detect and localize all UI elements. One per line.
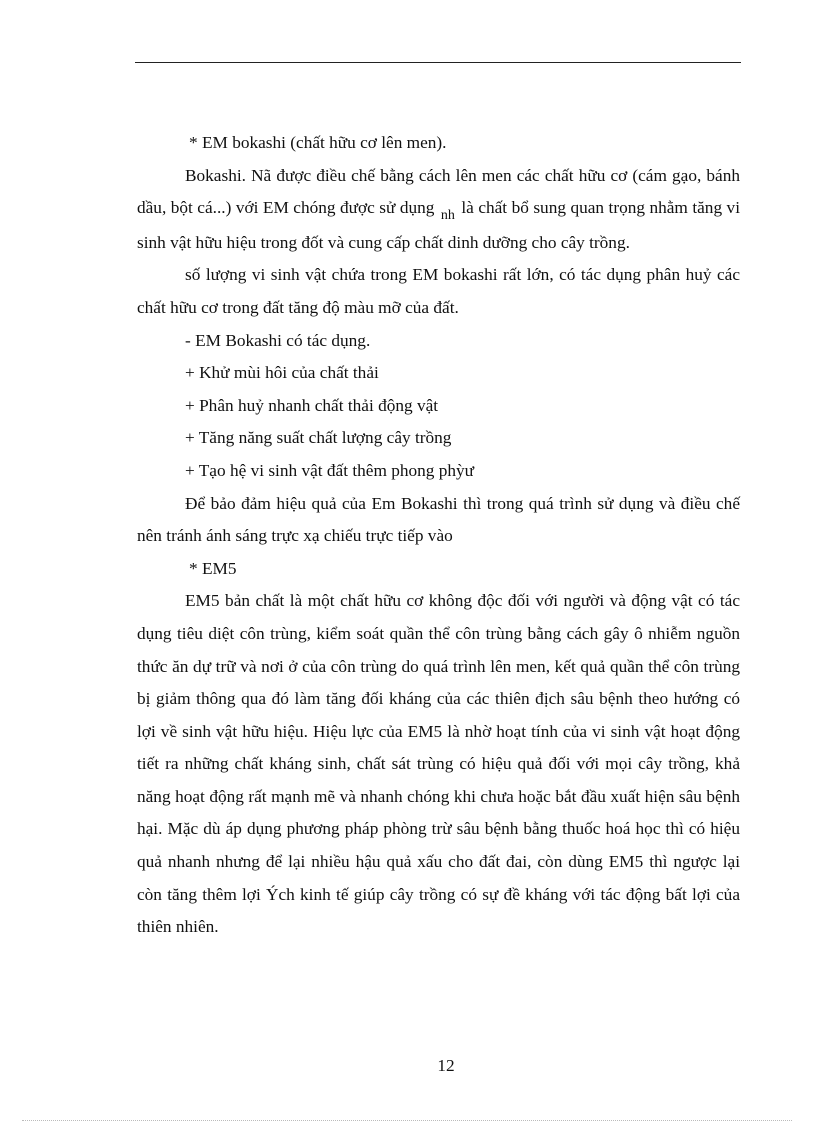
list-item: + Phân huỷ nhanh chất thải động vật (185, 395, 439, 415)
heading-em-bokashi: * EM bokashi (chất hữu cơ lên men). (189, 133, 447, 152)
paragraph-bokashi-usage: Để bảo đảm hiệu quả của Em Bokashi thì trong quá trình sử dụng và điều chế nên tránh ánh sáng trực xạ chiếu trực tiếp vào (137, 493, 740, 546)
list-item: + Tạo hệ vi sinh vật đất thêm phong phỳư (185, 460, 475, 480)
footer-dotted-rule (22, 1120, 792, 1121)
header-rule (135, 62, 741, 63)
paragraph-bokashi-intro-part2: là chất bổ sung quan trọng nhằm tăng vi sinh vật hữu hiệu trong đốt và cung cấp chất dinh dưỡng cho cây trồng. (137, 198, 741, 252)
list-item: + Khử mùi hôi của chất thải (185, 363, 379, 383)
stray-subscript-text: nh (440, 208, 455, 224)
paragraph-bokashi-intro (137, 160, 740, 260)
paragraph-em5: EM5 bản chất là một chất hữu cơ không độc đối với người và động vật có tác dụng tiêu diệt côn trùng, kiểm soát quần thể côn trùng bằng cách gây ô nhiễm nguồn thức ăn dự trữ và nơi ở của côn trùng do quá trình lên men, kết quả quần thể côn trùng bị giảm thông qua đó làm tăng đối kháng của các thiên địch sâu bệnh theo hướng có lợi về sinh vật hữu hiệu. Hiệu lực của EM5 là nhờ hoạt tính của vi sinh vật hoạt động tiết ra những chất kháng sinh, chất sát trùng có hiệu quả đối với mọi cây trồng, khả năng hoạt động rất mạnh mẽ và nhanh chóng khi chưa hoặc bắt đầu xuất hiện sâu bệnh hại. Mặc dù áp dụng phương pháp phòng trừ sâu bệnh bằng thuốc hoá học thì có hiệu quả nhanh nhưng để lại nhiều hậu quả xấu cho đất đai, còn dùng EM5 thì ngược lại còn tăng thêm lợi Ých kinh tế giúp cây trồng có sự đề kháng với tác động bất lợi của thiên nhiên. (137, 591, 740, 937)
document-body (137, 127, 740, 944)
heading-em5: * EM5 (189, 558, 237, 578)
subheading-bokashi-effects: - EM Bokashi có tác dụng. (185, 330, 371, 350)
list-item: + Tăng năng suất chất lượng cây trồng (185, 428, 452, 448)
paragraph-microbe-count: số lượng vi sinh vật chứa trong EM bokashi rất lớn, có tác dụng phân huỷ các chất hữu cơ trong đất tăng độ màu mỡ của đất. (137, 265, 740, 317)
page-number: 12 (437, 1056, 455, 1075)
paragraph-bokashi-intro-part1: Bokashi. Nã được điều chế bằng cách lên men các chất hữu cơ (cám gạo, bánh dầu, bột cá...) với EM chóng được sử dụng (137, 165, 740, 218)
